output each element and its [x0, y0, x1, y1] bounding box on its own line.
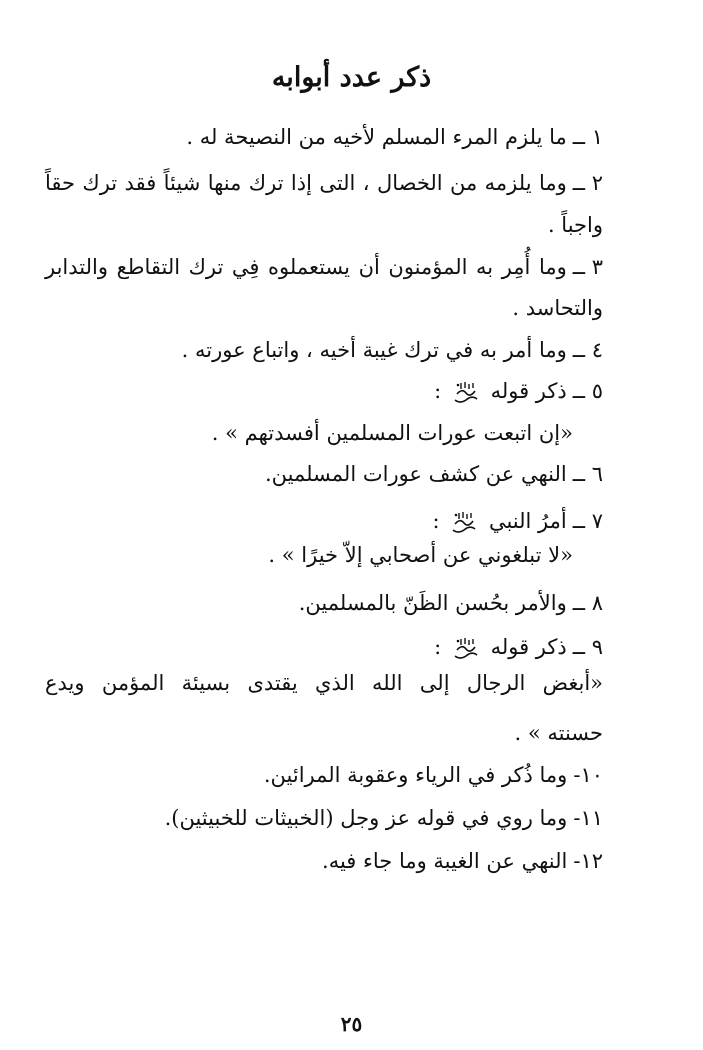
item-text-colon: : [434, 635, 442, 659]
page-title: ذكر عدد أبوابه [271, 62, 432, 93]
item-text: ذكر قوله [490, 635, 567, 659]
item-text: وما يلزمه من الخصال ، التى إذا ترك منها شيئاً فقد ترك حقاً [45, 171, 567, 195]
item-text: «إن اتبعت عورات المسلمين أفسدتهم » . [211, 421, 573, 445]
item-text: «لا تبلغوني عن أصحابي إلاّ خيرًا » . [268, 543, 573, 567]
item-number: ١٢- [573, 849, 603, 873]
list-item-3 [45, 252, 603, 282]
item-text: وما أمر به في ترك غيبة أخيه ، واتباع عورته . [181, 338, 567, 362]
list-item-5 [45, 376, 603, 406]
item-text-colon: : [432, 509, 440, 533]
item-number: ٣ ــ [572, 255, 603, 279]
hadith-quote-3-continuation [45, 718, 603, 748]
item-text: وما أُمِر به المؤمنون أن يستعملوه فِي ترك التقاطع والتدابر [45, 255, 567, 279]
item-number: ١١- [573, 806, 603, 830]
list-item-11 [45, 803, 603, 833]
item-number: ١٠- [573, 763, 603, 787]
item-number: ٦ ــ [572, 462, 603, 486]
item-number: ٤ ــ [572, 338, 603, 362]
item-number: ٨ ــ [572, 591, 603, 615]
item-text: أمرُ النبي [488, 509, 567, 533]
item-text: ما يلزم المرء المسلم لأخيه من النصيحة له . [186, 125, 567, 149]
item-number: ٥ ــ [572, 379, 603, 403]
item-text: النهي عن الغيبة وما جاء فيه. [322, 849, 568, 873]
item-text: «أبغض الرجال إلى الله الذي يقتدى بسيئة المؤمن ويدع [45, 671, 603, 695]
list-item-7 [45, 506, 603, 536]
item-text: وما ذُكر في الرياء وعقوبة المرائين. [263, 763, 568, 787]
hadith-quote-3 [45, 668, 603, 698]
list-item-12 [45, 846, 603, 876]
page-number: ٢٥ [340, 1012, 363, 1036]
salawat-ligature-icon [452, 380, 480, 406]
salawat-ligature-icon [450, 510, 478, 536]
list-item-3-continuation [45, 293, 603, 323]
item-text: وما روي في قوله عز وجل (الخبيثات للخبيثين). [164, 806, 568, 830]
list-item-9 [45, 632, 603, 662]
list-item-2-continuation [45, 210, 603, 240]
hadith-quote-1 [45, 418, 573, 448]
item-number: ٢ ــ [572, 171, 603, 195]
item-text: والتحاسد . [512, 296, 603, 320]
list-item-6 [45, 459, 603, 489]
item-text-colon: : [434, 379, 442, 403]
item-number: ١ ــ [572, 125, 603, 149]
list-item-10 [45, 760, 603, 790]
item-text: حسنته » . [514, 721, 603, 745]
item-text: ذكر قوله [490, 379, 567, 403]
list-item-2 [45, 168, 603, 198]
item-number: ٧ ــ [572, 509, 603, 533]
list-item-1 [45, 122, 603, 152]
salawat-ligature-icon [452, 636, 480, 662]
item-text: النهي عن كشف عورات المسلمين. [264, 462, 567, 486]
list-item-8 [45, 588, 603, 618]
item-number: ٩ ــ [572, 635, 603, 659]
item-text: واجباً . [547, 213, 603, 237]
list-item-4 [45, 335, 603, 365]
hadith-quote-2 [45, 540, 573, 570]
item-text: والأمر بحُسن الظَنّ بالمسلمين. [298, 591, 567, 615]
